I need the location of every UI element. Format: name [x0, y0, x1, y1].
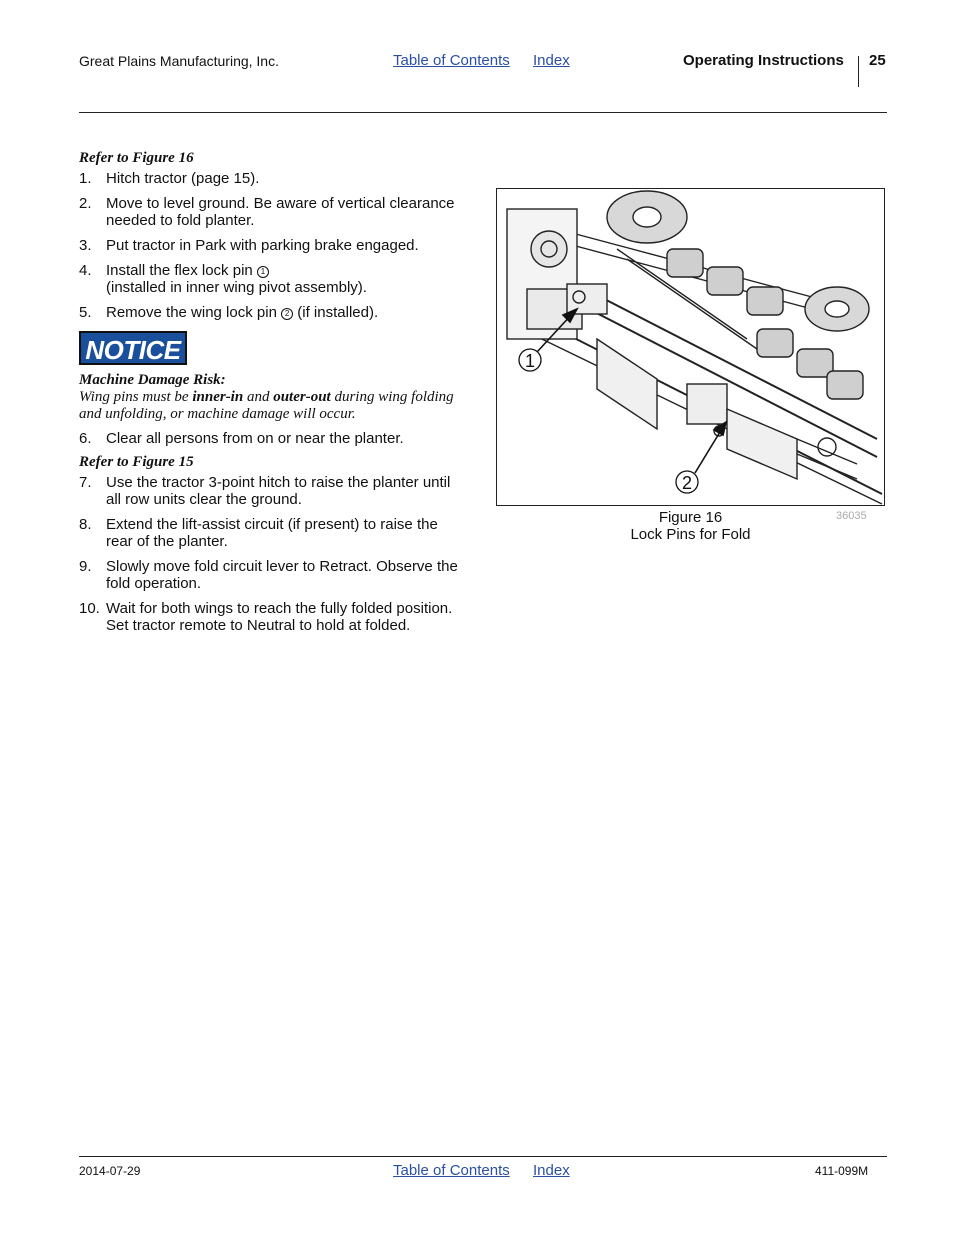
- footer-toc-link[interactable]: Table of Contents: [393, 1162, 510, 1179]
- callout-1-label: 1: [524, 351, 536, 371]
- step-10: [79, 600, 469, 634]
- callout-2-symbol: 2: [281, 308, 293, 320]
- notice-text-line: and unfolding, or machine damage will occur.: [79, 406, 356, 422]
- header-rule: [79, 112, 887, 113]
- step-text: Hitch tractor (page 15).: [106, 170, 260, 187]
- step-text: Clear all persons from on or near the planter.: [106, 430, 404, 447]
- step-text: Install the flex lock pin: [106, 262, 253, 279]
- step-text-line: [106, 262, 468, 279]
- step-text-line: Set tractor remote to Neutral to hold at folded.: [106, 617, 411, 634]
- step-number: 6.: [79, 430, 92, 447]
- step-number: 5.: [79, 304, 92, 321]
- header-divider: [858, 56, 859, 87]
- step-8: [79, 516, 469, 550]
- notice-label: NOTICE: [85, 335, 181, 365]
- step-number: 9.: [79, 558, 92, 575]
- step-text-line: fold operation.: [106, 575, 202, 592]
- section-title: Operating Instructions: [683, 52, 844, 69]
- figure-reference-16: Refer to Figure 16: [79, 150, 194, 166]
- step-text: Remove the wing lock pin: [106, 304, 277, 321]
- step-text-line: (installed in inner wing pivot assembly).: [106, 279, 367, 296]
- notice-emphasis: inner-in: [192, 389, 244, 405]
- step-9: [79, 558, 469, 592]
- step-text-line: Wait for both wings to reach the fully folded position.: [106, 600, 453, 617]
- figure-reference-15: Refer to Figure 15: [79, 454, 194, 470]
- figure-caption-title: Lock Pins for Fold: [630, 526, 751, 543]
- footer-doc-number: 411-099M: [815, 1164, 869, 1178]
- notice-text: Wing pins must be: [79, 389, 189, 405]
- step-number: 8.: [79, 516, 92, 533]
- callout-1-symbol: 1: [257, 266, 269, 278]
- notice-badge: [79, 331, 187, 365]
- step-text: Put tractor in Park with parking brake engaged.: [106, 237, 419, 254]
- step-7: [79, 474, 469, 508]
- figure-caption: [496, 509, 885, 543]
- page-number: 25: [869, 52, 886, 69]
- step-text-line: all row units clear the ground.: [106, 491, 302, 508]
- step-text-line: Use the tractor 3-point hitch to raise the planter until: [106, 474, 451, 491]
- header-toc-link[interactable]: Table of Contents: [393, 52, 510, 69]
- step-2: [79, 195, 469, 229]
- step-number: 4.: [79, 262, 92, 279]
- footer-index-link[interactable]: Index: [533, 1162, 570, 1179]
- step-number: 10.: [79, 600, 100, 617]
- figure-16-frame: [496, 188, 885, 506]
- notice-text: during wing folding: [334, 389, 454, 405]
- step-text-line: Extend the lift-assist circuit (if present) to raise the: [106, 516, 438, 533]
- step-text-line: Move to level ground. Be aware of vertical clearance: [106, 195, 455, 212]
- header-index-link[interactable]: Index: [533, 52, 570, 69]
- notice-emphasis: outer-out: [273, 389, 331, 405]
- step-text-line: needed to fold planter.: [106, 212, 255, 229]
- step-text-line: Slowly move fold circuit lever to Retract. Observe the: [106, 558, 458, 575]
- step-text-line: [106, 304, 468, 321]
- notice-text-line: [79, 389, 479, 406]
- step-number: 3.: [79, 237, 92, 254]
- figure-caption-number: Figure 16: [658, 509, 723, 526]
- notice-text: and: [246, 389, 270, 405]
- step-number: 2.: [79, 195, 92, 212]
- step-text: (if installed).: [297, 304, 379, 321]
- step-4: [79, 262, 469, 296]
- callout-2-label: 2: [681, 473, 693, 493]
- footer-rule: [79, 1156, 887, 1157]
- company-name: Great Plains Manufacturing, Inc.: [79, 53, 279, 69]
- step-number: 1.: [79, 170, 92, 187]
- notice-title: Machine Damage Risk:: [79, 372, 226, 388]
- step-text-line: rear of the planter.: [106, 533, 228, 550]
- footer-date: 2014-07-29: [79, 1164, 141, 1178]
- image-number: 36035: [836, 510, 867, 522]
- step-number: 7.: [79, 474, 92, 491]
- planter-fold-illustration: [497, 189, 884, 505]
